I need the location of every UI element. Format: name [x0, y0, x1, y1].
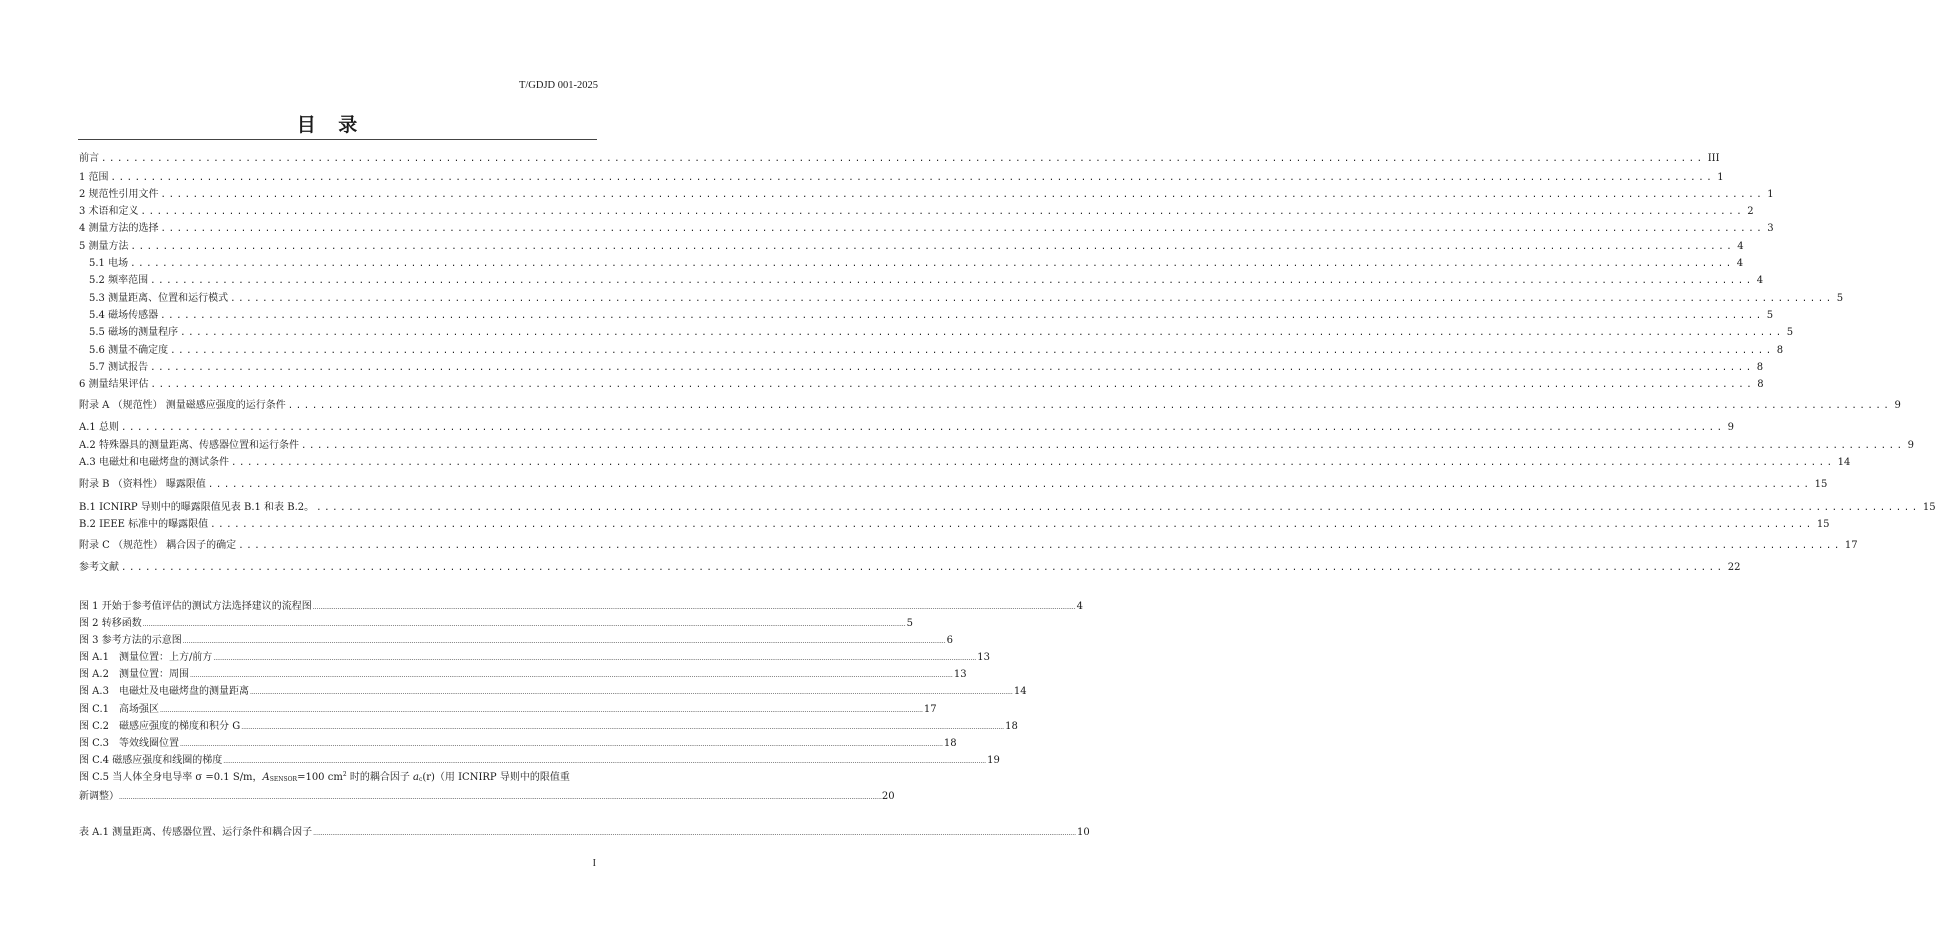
leader-dots: ........................................................................................................................................................................................................ — [150, 276, 1754, 286]
leader-dots: ........................................................................................................................................................................................................ — [110, 173, 1715, 183]
toc-entry[interactable] — [89, 358, 1764, 373]
title-rule — [78, 139, 597, 140]
figure-c5-page: 20 — [881, 791, 895, 802]
figure-entry-label: 图 C.4 磁感应强度和线圈的梯度 — [79, 755, 223, 766]
toc-entry-page: 8 — [1756, 362, 1764, 373]
toc-entry-label: 5.2 频率范围 — [89, 275, 149, 286]
toc-entry-page: 4 — [1736, 258, 1744, 269]
toc-entry-label: 5.4 磁场传感器 — [89, 310, 159, 321]
toc-entry-label: 5 测量方法 — [79, 241, 129, 252]
leader-dots: ........................................................................................................................................................................................................ — [210, 520, 1814, 530]
toc-entry[interactable] — [79, 375, 1764, 390]
figure-entry-label: 图 C.2 磁感应强度的梯度和积分 G — [79, 721, 241, 732]
figure-entry-page: 18 — [1005, 721, 1018, 732]
leader-dots: ................................................................................................................................................................................................................................................................................................................................................................................................................ — [241, 724, 1005, 731]
leader-dots: ........................................................................................................................................................................................................ — [130, 242, 1735, 252]
figure-entry-page: 4 — [1076, 601, 1083, 612]
toc-entry-page: 3 — [1767, 223, 1774, 234]
toc-entry-page: 5 — [1836, 293, 1844, 304]
toc-entry[interactable] — [89, 323, 1794, 338]
toc-entry[interactable] — [79, 475, 1828, 490]
leader-dots: ................................................................................................................................................................................................................................................................................................................................................................................................................ — [223, 758, 987, 765]
figure-entry[interactable] — [79, 734, 957, 749]
toc-entry-page: 14 — [1837, 457, 1851, 468]
toc-entry-label: 参考文献 — [79, 562, 119, 573]
leader-dots: ................................................................................................................................................................................................................................................................................................................................................................................................................ — [213, 655, 977, 662]
toc-entry[interactable] — [79, 202, 1754, 217]
leader-dots: ........................................................................................................................................................................................................ — [160, 311, 1764, 321]
figure-c5-text: 图 C.5 当人体全身电导率 σ =0.1 S/m，ASENSOR=100 $cm^2$ 时的耦合因子 ac(r)（用 ICNIRP 导则中的限值重 — [79, 771, 570, 783]
figure-entry-c5[interactable] — [79, 766, 895, 806]
leader-dots: ................................................................................................................................................................................................................................................................................................................................................................................................................ — [119, 794, 882, 801]
leader-dots: ........................................................................................................................................................................................................ — [316, 503, 1920, 513]
toc-entry[interactable] — [89, 341, 1784, 356]
figure-entry[interactable] — [79, 648, 990, 663]
leader-dots: ................................................................................................................................................................................................................................................................................................................................................................................................................ — [160, 707, 923, 714]
toc-entry-label: 前言 — [79, 153, 99, 164]
toc-entry[interactable] — [89, 289, 1844, 304]
figure-entry-page: 18 — [943, 738, 957, 749]
leader-dots: ................................................................................................................................................................................................................................................................................................................................................................................................................ — [180, 741, 943, 748]
page-number: I — [592, 858, 596, 869]
figure-entry-page: 17 — [923, 704, 937, 715]
leader-dots: ........................................................................................................................................................................................................ — [238, 541, 1842, 551]
toc-entry-page: 1 — [1717, 172, 1724, 183]
toc-entry-label: B.2 IEEE 标准中的曝露限值 — [79, 519, 209, 530]
figure-entry-label: 图 1 开始于参考值评估的测试方法选择建议的流程图 — [79, 601, 312, 612]
toc-entry-label: 1 范围 — [79, 172, 109, 183]
figure-entry-label: 图 3 参考方法的示意图 — [79, 635, 182, 646]
figure-entry-page: 6 — [946, 635, 953, 646]
toc-entry-label: 5.7 测试报告 — [89, 362, 149, 373]
toc-entry[interactable] — [79, 498, 1936, 513]
toc-entry-label: 5.3 测量距离、位置和运行模式 — [89, 293, 229, 304]
toc-entry[interactable] — [79, 219, 1774, 234]
figure-entry-page: 13 — [953, 669, 967, 680]
leader-dots: ........................................................................................................................................................................................................ — [160, 190, 1765, 200]
leader-dots: ........................................................................................................................................................................................................ — [140, 207, 1745, 217]
toc-entry[interactable] — [79, 168, 1724, 183]
leader-dots: ........................................................................................................................................................................................................ — [207, 480, 1812, 490]
table-entry-page: 10 — [1077, 827, 1090, 838]
figure-entry[interactable] — [79, 665, 967, 680]
leader-dots: ........................................................................................................................................................................................................ — [101, 154, 1705, 164]
toc-entry-label: 2 规范性引用文件 — [79, 189, 159, 200]
leader-dots: ........................................................................................................................................................................................................ — [170, 346, 1774, 356]
leader-dots: ................................................................................................................................................................................................................................................................................................................................................................................................................ — [189, 672, 953, 679]
figure-entry[interactable] — [79, 597, 1083, 612]
toc-entry-page: 15 — [1816, 519, 1830, 530]
toc-entry-page: 5 — [1786, 327, 1794, 338]
figure-entry-label: 图 A.2 测量位置：周围 — [79, 669, 189, 680]
toc-entry-label: 附录 B （资料性） 曝露限值 — [79, 479, 206, 490]
leader-dots: ........................................................................................................................................................................................................ — [300, 441, 1905, 451]
toc-entry-label: 5.5 磁场的测量程序 — [89, 327, 179, 338]
leader-dots: ................................................................................................................................................................................................................................................................................................................................................................................................................ — [312, 604, 1076, 611]
leader-dots: ........................................................................................................................................................................................................ — [120, 423, 1725, 433]
leader-dots: ........................................................................................................................................................................................................ — [160, 224, 1765, 234]
leader-dots: ........................................................................................................................................................................................................ — [230, 294, 1834, 304]
figure-entry-label: 图 C.3 等效线圈位置 — [79, 738, 180, 749]
leader-dots: ........................................................................................................................................................................................................ — [180, 328, 1784, 338]
toc-entry-label: A.1 总则 — [79, 422, 119, 433]
leader-dots: ................................................................................................................................................................................................................................................................................................................................................................................................................ — [142, 621, 906, 628]
toc-entry[interactable] — [79, 515, 1830, 530]
toc-entry-label: 3 术语和定义 — [79, 206, 139, 217]
toc-entry-label: 5.1 电场 — [89, 258, 129, 269]
leader-dots: ........................................................................................................................................................................................................ — [150, 380, 1755, 390]
toc-entry-page: 17 — [1844, 540, 1858, 551]
toc-entry[interactable] — [79, 453, 1851, 468]
leader-dots: ........................................................................................................................................................................................................ — [230, 458, 1835, 468]
document-code: T/GDJD 001-2025 — [518, 80, 598, 91]
leader-dots: ................................................................................................................................................................................................................................................................................................................................................................................................................ — [313, 830, 1077, 837]
toc-entry-label: 5.6 测量不确定度 — [89, 345, 169, 356]
leader-dots: ........................................................................................................................................................................................................ — [121, 563, 1725, 573]
toc-entry-label: 4 测量方法的选择 — [79, 223, 159, 234]
toc-entry-page: 8 — [1776, 345, 1784, 356]
figure-entry-label: 图 A.3 电磁灶及电磁烤盘的测量距离 — [79, 686, 249, 697]
table-entry-label: 表 A.1 测量距离、传感器位置、运行条件和耦合因子 — [79, 827, 313, 838]
toc-entry[interactable] — [89, 306, 1774, 321]
toc-entry-page: 5 — [1766, 310, 1774, 321]
figure-entry[interactable] — [79, 700, 937, 715]
toc-entry-page: 4 — [1737, 241, 1744, 252]
figure-entry-page: 5 — [906, 618, 913, 629]
toc-entry-label: 附录 C （规范性） 耦合因子的确定 — [79, 540, 237, 551]
toc-entry-label: A.2 特殊器具的测量距离、传感器位置和运行条件 — [79, 440, 299, 451]
toc-entry-page: 8 — [1757, 379, 1764, 390]
toc-entry[interactable] — [89, 254, 1744, 269]
toc-entry[interactable] — [79, 185, 1774, 200]
toc-entry-label: B.1 ICNIRP 导则中的曝露限值见表 B.1 和表 B.2。 — [79, 502, 315, 513]
figure-c5-text-cont: 新调整） — [79, 791, 119, 802]
page-title: 目 录 — [296, 114, 366, 136]
leader-dots: ........................................................................................................................................................................................................ — [287, 401, 1892, 411]
figure-entry-page: 14 — [1013, 686, 1027, 697]
toc-entry-page: 9 — [1727, 422, 1735, 433]
toc-entry-page: 1 — [1767, 189, 1774, 200]
figure-entry[interactable] — [79, 682, 1027, 697]
toc-entry-page: 4 — [1756, 275, 1764, 286]
toc-entry[interactable] — [79, 418, 1735, 433]
toc-entry-page: 9 — [1907, 440, 1915, 451]
leader-dots: ................................................................................................................................................................................................................................................................................................................................................................................................................ — [249, 689, 1013, 696]
leader-dots: ................................................................................................................................................................................................................................................................................................................................................................................................................ — [182, 638, 946, 645]
leader-dots: ........................................................................................................................................................................................................ — [150, 363, 1754, 373]
toc-entry[interactable] — [79, 436, 1915, 451]
table-entry[interactable] — [79, 823, 1090, 838]
toc-entry[interactable] — [89, 271, 1764, 286]
figure-entry[interactable] — [79, 631, 953, 646]
toc-entry-label: A.3 电磁灶和电磁烤盘的测试条件 — [79, 457, 229, 468]
toc-entry[interactable] — [79, 558, 1741, 573]
figure-entry-label: 图 2 转移函数 — [79, 618, 142, 629]
toc-entry-page: 15 — [1814, 479, 1828, 490]
toc-entry-page: 2 — [1747, 206, 1754, 217]
toc-entry[interactable] — [79, 536, 1858, 551]
toc-entry-page: 9 — [1894, 400, 1901, 411]
figure-entry-page: 19 — [987, 755, 1000, 766]
toc-entry-page: 15 — [1922, 502, 1936, 513]
figure-entry[interactable] — [79, 751, 1000, 766]
toc-entry-page: III — [1707, 153, 1720, 164]
figure-entry-label: 图 A.1 测量位置：上方/前方 — [79, 652, 213, 663]
toc-entry[interactable] — [79, 237, 1744, 252]
figure-entry[interactable] — [79, 614, 913, 629]
figure-entry[interactable] — [79, 717, 1018, 732]
toc-entry-label: 附录 A （规范性） 测量磁感应强度的运行条件 — [79, 400, 286, 411]
figure-entry-page: 13 — [977, 652, 990, 663]
leader-dots: ........................................................................................................................................................................................................ — [130, 259, 1734, 269]
toc-entry[interactable] — [79, 149, 1720, 164]
figure-entry-label: 图 C.1 高场强区 — [79, 704, 160, 715]
toc-entry-label: 6 测量结果评估 — [79, 379, 149, 390]
toc-entry[interactable] — [79, 396, 1901, 411]
toc-entry-page: 22 — [1727, 562, 1741, 573]
